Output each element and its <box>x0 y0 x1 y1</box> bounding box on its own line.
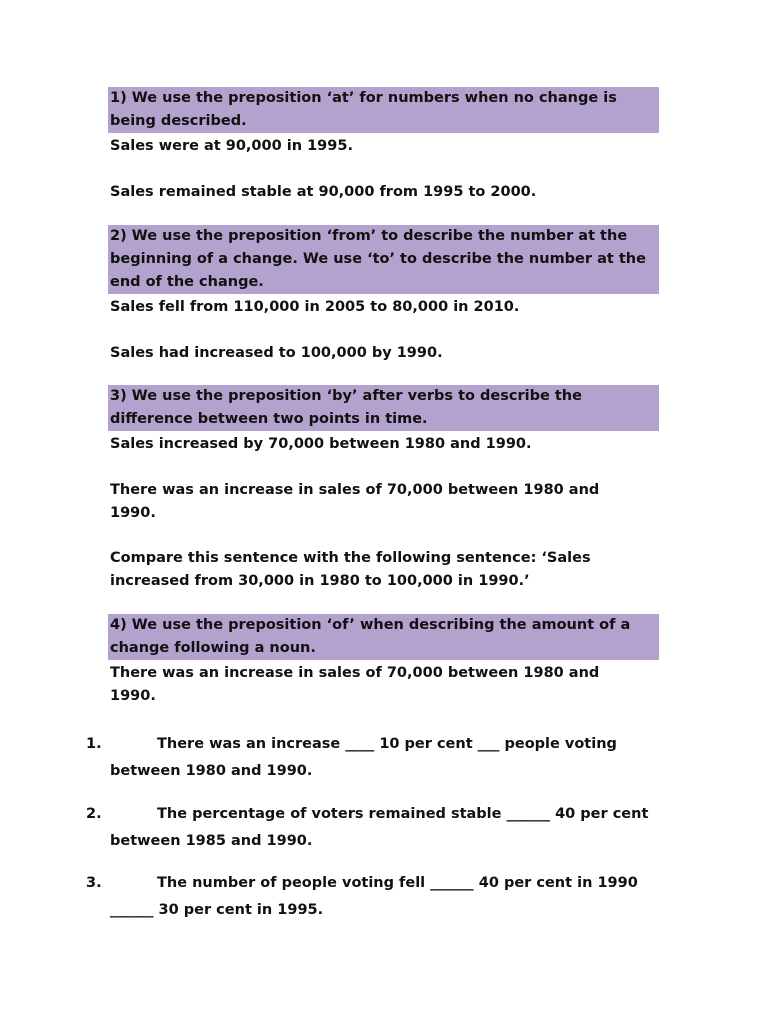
rule-2-example-b: Sales had increased to 100,000 by 1990. <box>110 345 443 361</box>
question-2-text: The percentage of voters remained stable ______ 40 per cent between 1985 and 1990. <box>110 806 649 849</box>
rule-1-highlight <box>108 87 659 133</box>
rule-1-text: 1) We use the preposition ‘at’ for numbers when no change is being described. <box>110 90 617 129</box>
rule-4-text: 4) We use the preposition ‘of’ when describing the amount of a change following a noun. <box>110 617 631 656</box>
rule-3-example-b: There was an increase in sales of 70,000 between 1980 and 1990. <box>110 482 600 521</box>
rule-3-example-a: Sales increased by 70,000 between 1980 and 1990. <box>110 436 532 452</box>
rule-3-highlight <box>108 385 659 431</box>
rule-2-text: 2) We use the preposition ‘from’ to describe the number at the beginning of a change. We use ‘to’ to describe the number at the end of the change. <box>110 228 646 290</box>
question-1-number: 1. <box>86 736 102 752</box>
rule-2-example-a: Sales fell from 110,000 in 2005 to 80,000 in 2010. <box>110 299 520 315</box>
rule-3-compare-note: Compare this sentence with the following sentence: ‘Sales increased from 30,000 in 1980 to 100,000 in 1990.’ <box>110 550 591 589</box>
question-1-text: There was an increase ____ 10 per cent ___ people voting between 1980 and 1990. <box>110 736 617 779</box>
rule-3-text: 3) We use the preposition ‘by’ after verbs to describe the difference between two points in time. <box>110 388 582 427</box>
question-3-number: 3. <box>86 875 102 891</box>
rule-1-example-b: Sales remained stable at 90,000 from 1995 to 2000. <box>110 184 537 200</box>
rule-2-highlight <box>108 225 659 294</box>
rule-1-example-a: Sales were at 90,000 in 1995. <box>110 138 353 154</box>
rule-4-highlight <box>108 614 659 660</box>
question-3-text: The number of people voting fell ______ 40 per cent in 1990 ______ 30 per cent in 1995. <box>110 875 638 918</box>
rule-4-example-a: There was an increase in sales of 70,000 between 1980 and 1990. <box>110 665 600 704</box>
question-2-number: 2. <box>86 806 102 822</box>
